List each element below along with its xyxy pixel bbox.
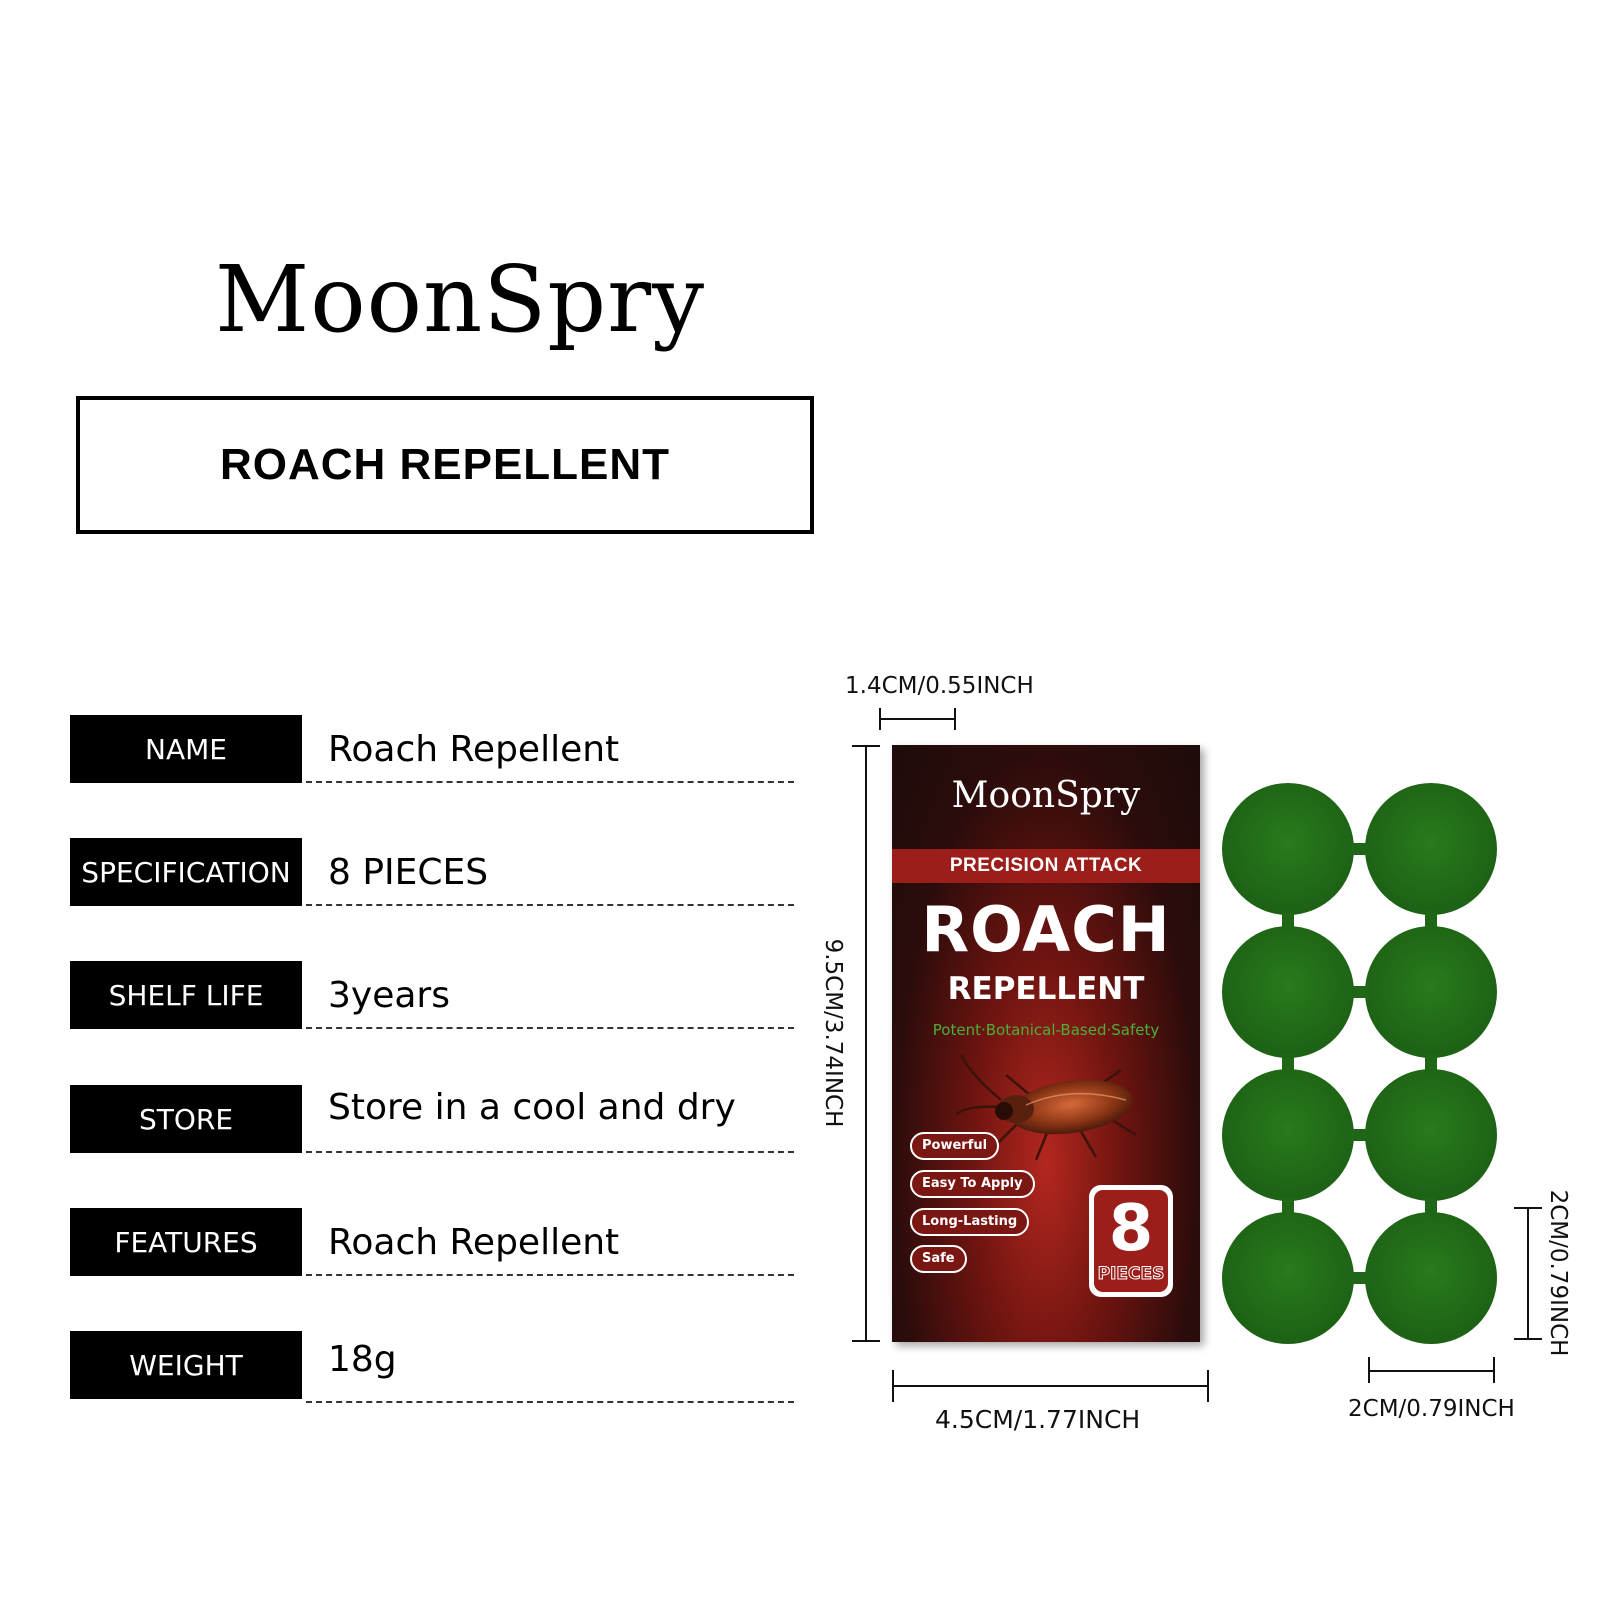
depth-dimension-line	[879, 718, 956, 720]
spec-value: Store in a cool and dry	[328, 1087, 736, 1128]
repellent-disc	[1365, 926, 1497, 1058]
dimension-tick	[1514, 1207, 1542, 1209]
spec-row-shelf-life	[70, 961, 794, 1029]
disc-width-dimension-label: 2CM/0.79INCH	[1348, 1396, 1515, 1422]
package-headline: ROACH	[921, 893, 1171, 966]
dimension-tick	[1368, 1357, 1370, 1383]
disc-width-dimension-line	[1368, 1370, 1495, 1372]
dashed-divider	[306, 904, 794, 906]
brand-logo: MoonSpry	[215, 246, 706, 353]
package-brand-logo: MoonSpry	[951, 775, 1141, 816]
disc-connector	[1282, 911, 1294, 930]
disc-connector	[1282, 1197, 1294, 1216]
spec-label: FEATURES	[70, 1208, 302, 1276]
spec-value: 8 PIECES	[328, 852, 489, 893]
disc-connector	[1425, 1054, 1437, 1073]
spec-row-specification	[70, 838, 794, 906]
dimension-tick	[1207, 1370, 1209, 1402]
disc-connector	[1350, 843, 1369, 855]
disc-connector	[1425, 1197, 1437, 1216]
dimension-tick	[852, 745, 880, 747]
disc-connector	[1350, 1272, 1369, 1284]
spec-row-weight	[70, 1331, 794, 1399]
repellent-disc	[1222, 1069, 1354, 1201]
dimension-tick	[879, 708, 881, 730]
spec-row-features	[70, 1208, 794, 1276]
package-band: PRECISION ATTACK	[892, 849, 1200, 883]
disc-height-dimension-label: 2CM/0.79INCH	[1545, 1189, 1571, 1357]
feature-pill: Long-Lasting	[910, 1208, 1029, 1236]
dashed-divider	[306, 1151, 794, 1153]
height-dimension-line	[865, 745, 867, 1342]
spec-label: SHELF LIFE	[70, 961, 302, 1029]
feature-pill: Powerful	[910, 1132, 999, 1160]
dashed-divider	[306, 1027, 794, 1029]
repellent-disc	[1222, 783, 1354, 915]
disc-connector	[1425, 911, 1437, 930]
feature-pill: Safe	[910, 1245, 967, 1273]
width-dimension-label: 4.5CM/1.77INCH	[935, 1405, 1141, 1434]
spec-label: STORE	[70, 1085, 302, 1153]
spec-row-name	[70, 715, 794, 783]
dimension-tick	[852, 1340, 880, 1342]
repellent-disc	[1365, 1069, 1497, 1201]
disc-connector	[1350, 1129, 1369, 1141]
spec-value: 18g	[328, 1339, 397, 1380]
width-dimension-line	[892, 1385, 1209, 1387]
spec-value: 3years	[328, 975, 450, 1016]
disc-connector	[1282, 1054, 1294, 1073]
spec-row-store	[70, 1085, 794, 1153]
spec-label: WEIGHT	[70, 1331, 302, 1399]
package-subheadline: REPELLENT	[947, 971, 1145, 1007]
dimension-tick	[954, 708, 956, 730]
disc-connector	[1350, 986, 1369, 998]
dashed-divider	[306, 1274, 794, 1276]
repellent-disc	[1365, 1212, 1497, 1344]
depth-dimension-label: 1.4CM/0.55INCH	[845, 673, 1034, 699]
spec-label: SPECIFICATION	[70, 838, 302, 906]
package-tagline: Potent·Botanical-Based·Safety	[932, 1021, 1160, 1039]
count-number: 8	[1108, 1192, 1154, 1266]
feature-pill: Easy To Apply	[910, 1170, 1035, 1198]
product-title-box	[76, 396, 814, 534]
dimension-tick	[1493, 1357, 1495, 1383]
spec-value: Roach Repellent	[328, 1222, 620, 1263]
repellent-disc	[1222, 926, 1354, 1058]
dashed-divider	[306, 1401, 794, 1403]
dimension-tick	[1514, 1338, 1542, 1340]
count-badge	[1089, 1185, 1173, 1297]
count-label: PIECES	[1097, 1264, 1165, 1284]
dashed-divider	[306, 781, 794, 783]
disc-height-dimension-line	[1527, 1207, 1529, 1340]
height-dimension-label: 9.5CM/3.74INCH	[820, 938, 846, 1128]
repellent-disc	[1365, 783, 1497, 915]
product-package	[892, 745, 1200, 1342]
spec-value: Roach Repellent	[328, 729, 620, 770]
spec-label: NAME	[70, 715, 302, 783]
dimension-tick	[892, 1370, 894, 1402]
product-title: ROACH REPELLENT	[219, 440, 671, 489]
repellent-disc	[1222, 1212, 1354, 1344]
